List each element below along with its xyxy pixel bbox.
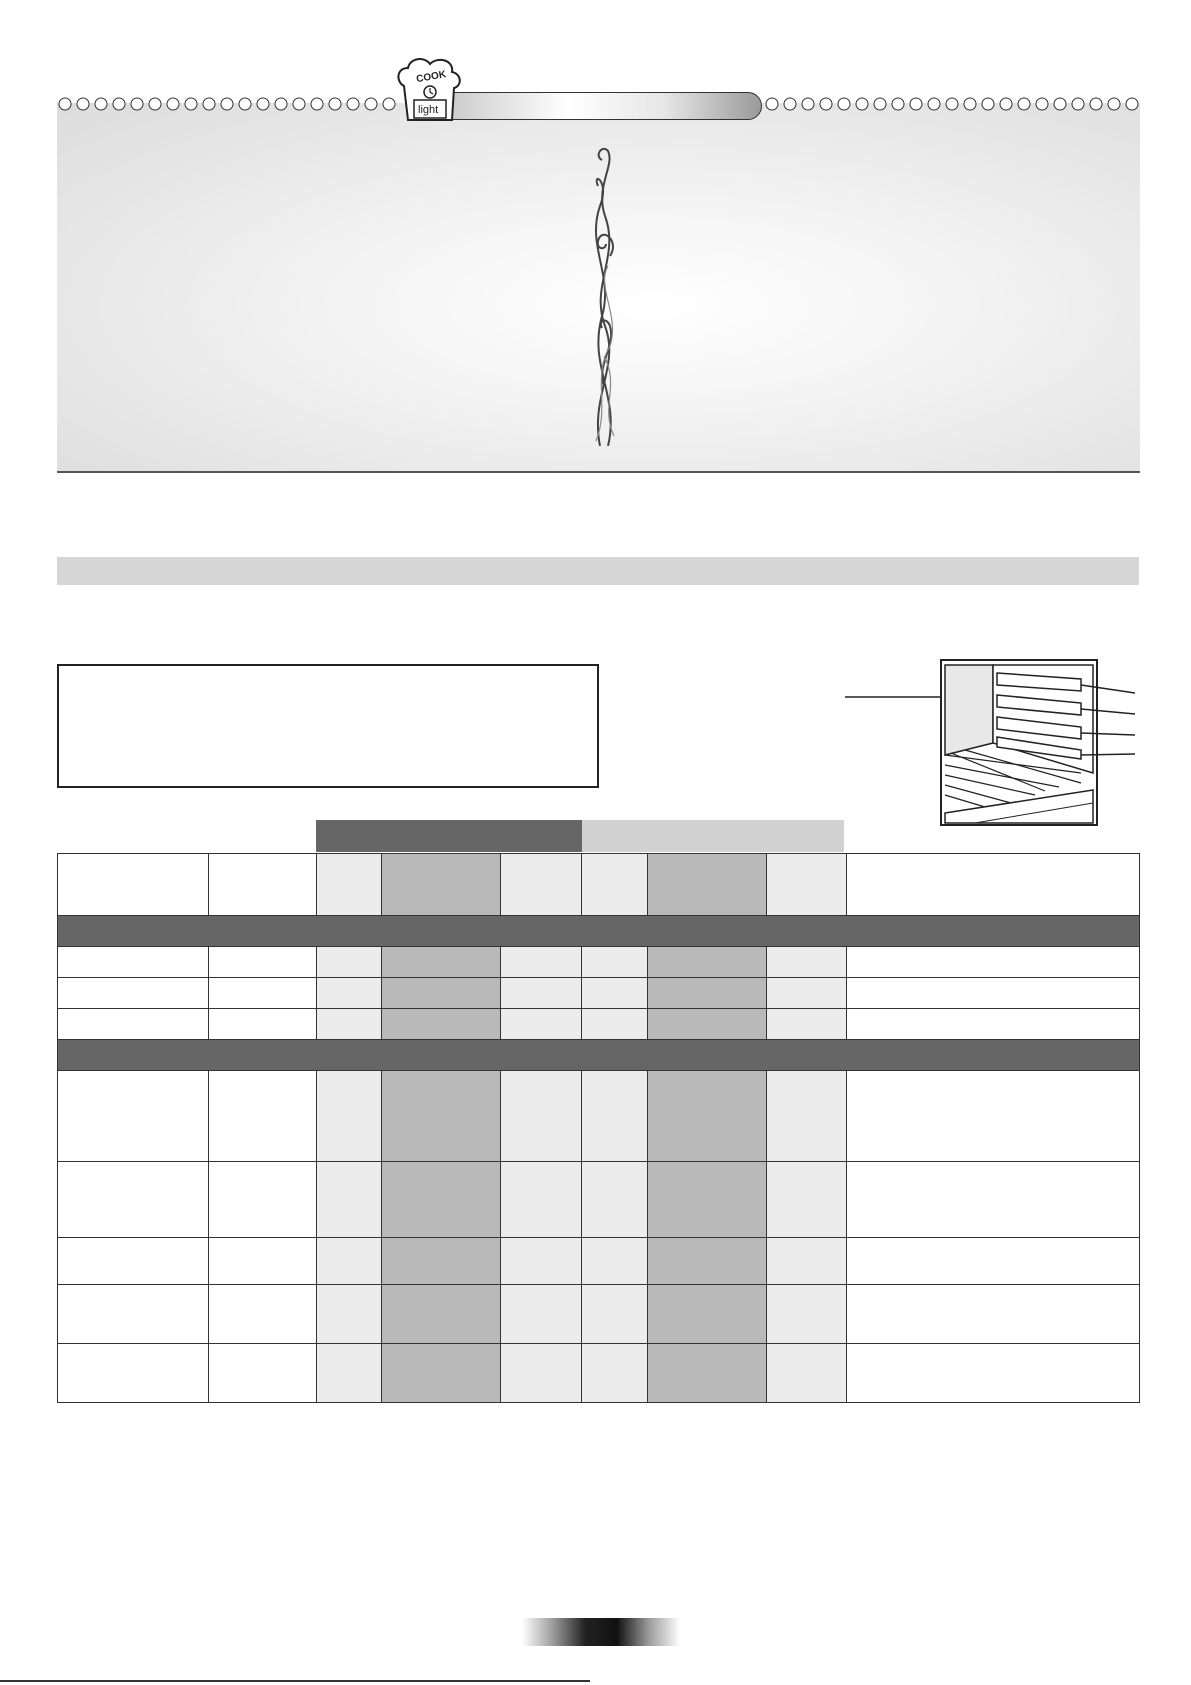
table-cell (648, 1344, 767, 1403)
callout-line (1081, 754, 1135, 755)
table-group-header-dark (316, 820, 582, 852)
table-cell (317, 1285, 382, 1344)
section-label (58, 1040, 1140, 1071)
table-cell (317, 1071, 382, 1162)
table-cell (58, 1162, 209, 1238)
cooking-table (57, 853, 1140, 1403)
table-cell (382, 1162, 501, 1238)
scallop-border-right (762, 94, 1140, 114)
chef-hat-clock-icon (394, 56, 464, 124)
table-cell (209, 1071, 317, 1162)
table-cell (767, 1071, 847, 1162)
column-header (582, 854, 648, 916)
column-header (501, 854, 582, 916)
table-cell (209, 1009, 317, 1040)
table-row (58, 1285, 1140, 1344)
table-cell (582, 1071, 648, 1162)
table-section-row (58, 916, 1140, 947)
table-cell (582, 1162, 648, 1238)
table-cell (648, 978, 767, 1009)
table-cell (501, 978, 582, 1009)
table-group-header-light (582, 820, 844, 852)
table-cell (58, 1344, 209, 1403)
table-cell (382, 1071, 501, 1162)
table-section-row (58, 1040, 1140, 1071)
oven-interior-shelves-icon (845, 655, 1145, 830)
table-cell (209, 1344, 317, 1403)
table-cell (847, 978, 1140, 1009)
table-cell (767, 1238, 847, 1285)
column-header (767, 854, 847, 916)
table-row (58, 1009, 1140, 1040)
table-cell (582, 1238, 648, 1285)
table-cell (209, 1285, 317, 1344)
table-cell (847, 1009, 1140, 1040)
table-cell (58, 1238, 209, 1285)
table-cell (209, 1238, 317, 1285)
table-row (58, 978, 1140, 1009)
table-cell (847, 1285, 1140, 1344)
page-number-pill (522, 1618, 680, 1646)
table-cell (382, 1238, 501, 1285)
table-cell (847, 1162, 1140, 1238)
table-cell (382, 1285, 501, 1344)
table-cell (582, 947, 648, 978)
table-row (58, 1238, 1140, 1285)
logo-top-text: COOK (415, 69, 447, 86)
table-cell (767, 978, 847, 1009)
table-cell (501, 1285, 582, 1344)
table-cell (58, 1071, 209, 1162)
table-row (58, 1344, 1140, 1403)
table-cell (648, 1162, 767, 1238)
table-cell (382, 947, 501, 978)
table-cell (209, 947, 317, 978)
table-cell (582, 1009, 648, 1040)
table-cell (382, 1009, 501, 1040)
table-cell (382, 1344, 501, 1403)
logo-bottom-text: light (418, 104, 439, 116)
table-cell (767, 1344, 847, 1403)
table-cell (767, 947, 847, 978)
table-cell (501, 1162, 582, 1238)
table-cell (648, 1238, 767, 1285)
column-header (58, 854, 209, 916)
table-cell (382, 978, 501, 1009)
table-cell (58, 1285, 209, 1344)
table-cell (847, 947, 1140, 978)
table-cell (317, 947, 382, 978)
table-cell (648, 947, 767, 978)
table-cell (209, 1162, 317, 1238)
footer-divider (0, 1680, 590, 1682)
table-cell (501, 1238, 582, 1285)
table-cell (58, 947, 209, 978)
table-cell (501, 1344, 582, 1403)
table-cell (501, 1009, 582, 1040)
table-cell (501, 1071, 582, 1162)
column-header (648, 854, 767, 916)
scallop-border-left (57, 94, 397, 114)
table-cell (847, 1238, 1140, 1285)
table-cell (648, 1009, 767, 1040)
table-cell (317, 1009, 382, 1040)
table-cell (58, 978, 209, 1009)
column-header (209, 854, 317, 916)
table-cell (847, 1071, 1140, 1162)
table-cell (767, 1162, 847, 1238)
table-cell (501, 947, 582, 978)
table-row (58, 947, 1140, 978)
table-cell (582, 1344, 648, 1403)
swirl-ornament-icon (580, 146, 630, 446)
table-cell (648, 1071, 767, 1162)
header-title-tab (440, 92, 762, 120)
section-label (58, 916, 1140, 947)
section-title-bar (57, 557, 1139, 585)
note-box (57, 664, 599, 788)
table-cell (209, 978, 317, 1009)
table-row (58, 1071, 1140, 1162)
column-header (382, 854, 501, 916)
column-header (847, 854, 1140, 916)
table-cell (58, 1009, 209, 1040)
table-cell (582, 1285, 648, 1344)
table-cell (648, 1285, 767, 1344)
table-cell (317, 1162, 382, 1238)
table-cell (847, 1344, 1140, 1403)
table-cell (317, 1344, 382, 1403)
table-cell (582, 978, 648, 1009)
table-header-row (58, 854, 1140, 916)
column-header (317, 854, 382, 916)
table-row (58, 1162, 1140, 1238)
table-cell (317, 1238, 382, 1285)
table-cell (767, 1009, 847, 1040)
table-cell (317, 978, 382, 1009)
table-cell (767, 1285, 847, 1344)
